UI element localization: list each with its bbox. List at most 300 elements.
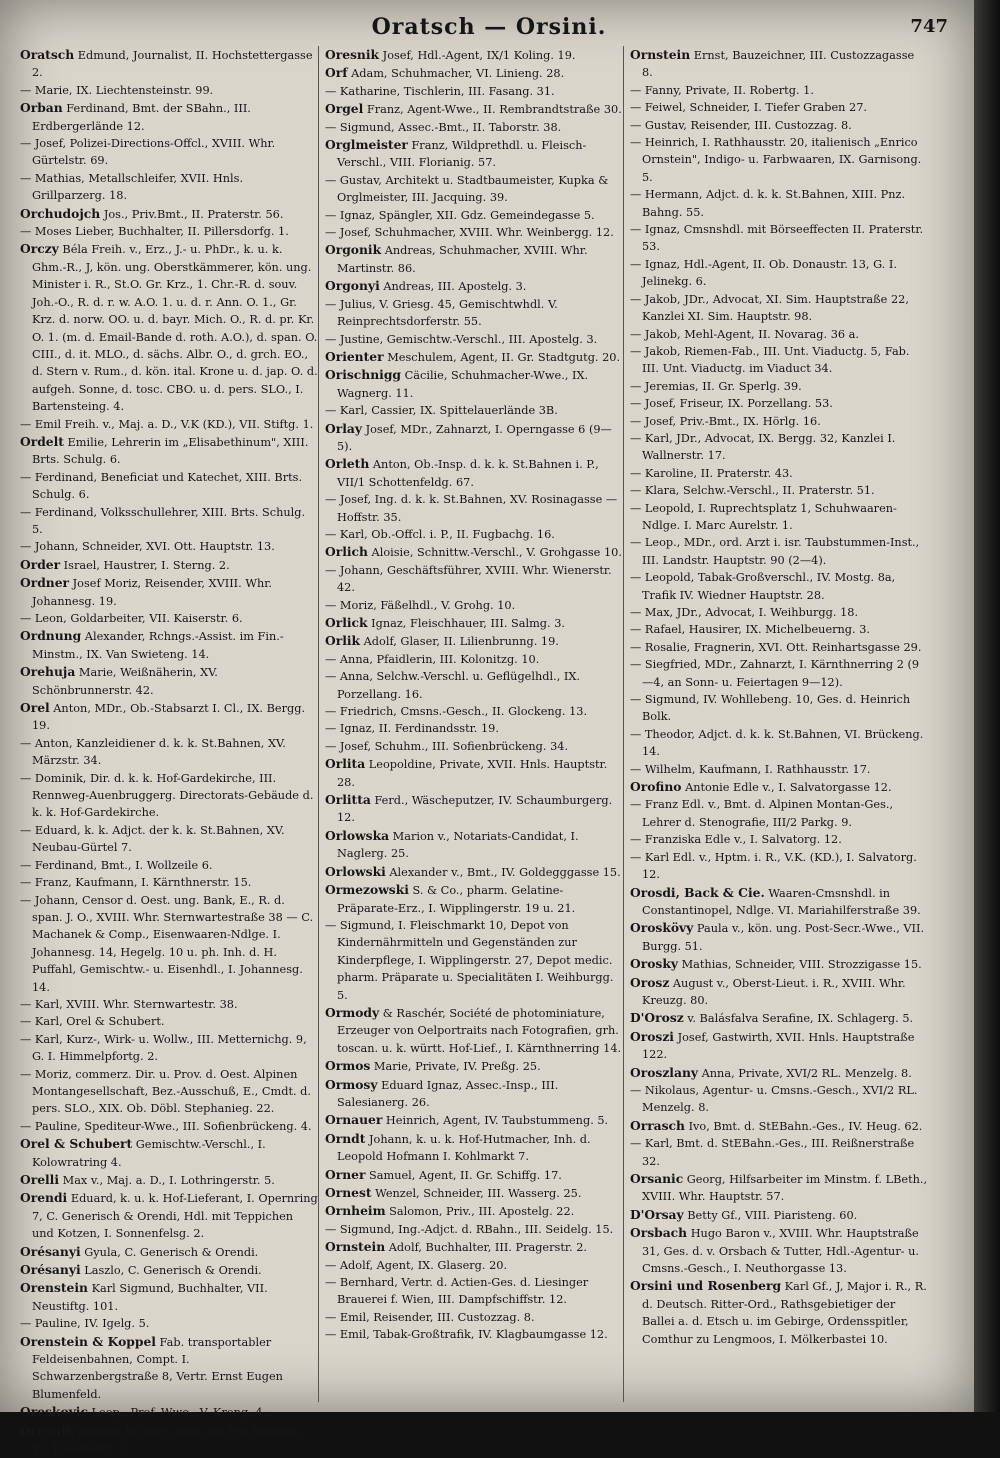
directory-entry bbox=[630, 884, 928, 920]
directory-entry bbox=[20, 416, 318, 433]
directory-entry bbox=[20, 1403, 318, 1421]
directory-entry bbox=[630, 1064, 928, 1082]
entry-details: — Feiwel, Schneider, I. Tiefer Graben 27. bbox=[630, 101, 867, 115]
entry-details: Leop., Prof.-Wwe., V. Krong. 4. bbox=[87, 1406, 267, 1420]
entry-details: — Ferdinand, Bmt., I. Wollzeile 6. bbox=[20, 858, 213, 872]
entry-details: — Friedrich, Cmsns.-Gesch., II. Glockeng. 13. bbox=[325, 705, 588, 719]
entry-details: — Jakob, JDr., Advocat, XI. Sim. Hauptstraße 22, Kanzlei XI. Sim. Hauptstr. 98. bbox=[630, 292, 909, 324]
directory-entry bbox=[325, 1309, 623, 1326]
entry-details: — Josef, Ing. d. k. k. St.Bahnen, XV. Rosinagasse — Hoffstr. 35. bbox=[325, 493, 618, 524]
entry-details: — Pauline, IV. Igelg. 5. bbox=[20, 1317, 150, 1331]
directory-entry bbox=[325, 614, 623, 632]
directory-entry bbox=[20, 874, 318, 891]
entry-surname: Orgonyi bbox=[325, 278, 380, 294]
entry-surname: Oratsch bbox=[20, 47, 75, 62]
directory-entry bbox=[630, 831, 928, 848]
entry-details: — Emil, Reisender, III. Custozzag. 8. bbox=[325, 1310, 535, 1324]
entry-details: Emilie, Lehrerin im „Elisabethinum", XIII. Brts. Schulg. 6. bbox=[32, 435, 309, 467]
entry-details: Karl Sigmund, Buchhalter, VII. Neustiftg. 101. bbox=[32, 1282, 268, 1313]
directory-entry bbox=[20, 1066, 318, 1118]
directory-entry bbox=[325, 241, 623, 277]
directory-entry bbox=[325, 296, 623, 331]
entry-details: Anton, Ob.-Insp. d. k. k. St.Bahnen i. P., VII/1 Schottenfeldg. 67. bbox=[337, 458, 599, 489]
directory-entry bbox=[630, 656, 928, 691]
entry-details: Johann, k. u. k. Hof-Hutmacher, Inh. d. Leopold Hofmann I. Kohlmarkt 7. bbox=[337, 1132, 591, 1164]
entry-surname: Orsbach bbox=[630, 1225, 688, 1241]
entry-surname: Orlowska bbox=[325, 827, 390, 843]
entry-details: — Siegfried, MDr., Zahnarzt, I. Kärnthnerring 2 (9—4, an Sonn- u. Feiertagen 9—12). bbox=[630, 658, 920, 689]
directory-entry bbox=[325, 1221, 623, 1238]
directory-entry bbox=[20, 1315, 318, 1332]
entry-surname: Orleth bbox=[325, 456, 370, 472]
entry-details: — Johann, Geschäftsführer, XVIII. Whr. Wienerstr. 42. bbox=[325, 563, 612, 595]
entry-surname: Orgel bbox=[325, 101, 364, 117]
directory-entry bbox=[20, 240, 318, 415]
entry-details: — Emil Freih. v., Maj. a. D., V.K (KD.), VII. Stiftg. 1. bbox=[20, 417, 314, 431]
entry-details: — Adolf, Agent, IX. Glaserg. 20. bbox=[325, 1258, 508, 1272]
directory-entry bbox=[325, 1130, 623, 1166]
entry-surname: Order bbox=[20, 556, 61, 572]
entry-details: — Johann, Censor d. Oest. ung. Bank, E., R. d. span. J. O., XVIII. Whr. Sternwartestraße 38 — C. Machanek & Comp., Eisenwaaren-Ndlge. I. Johannesg. 14, Hegelg. 10 u. ph. Inh. d. H. Puffahl, Gemischtw.- u. Eisenhdl., I. Johannesg. 14. bbox=[20, 893, 314, 994]
entry-details: — Karl, Cassier, IX. Spittelauerlände 3B. bbox=[325, 404, 558, 418]
directory-entry bbox=[325, 348, 623, 366]
directory-entry bbox=[20, 504, 318, 539]
entry-surname: Orendi bbox=[20, 1190, 68, 1206]
directory-entry bbox=[20, 1261, 318, 1279]
entry-details: Adam, Schuhmacher, VI. Linieng. 28. bbox=[347, 67, 565, 81]
entry-surname: Orlik bbox=[325, 633, 361, 649]
entry-surname: Oroszi bbox=[630, 1028, 674, 1044]
directory-entry bbox=[20, 1171, 318, 1189]
directory-entry bbox=[20, 223, 318, 240]
directory-entry bbox=[630, 534, 928, 569]
entry-details: Marie, Private, IV. Preßg. 25. bbox=[370, 1060, 541, 1074]
directory-entry bbox=[20, 996, 318, 1013]
directory-entry bbox=[325, 703, 623, 720]
directory-entry bbox=[325, 562, 623, 597]
entry-details: Josef, Gastwirth, XVII. Hnls. Hauptstraße 122. bbox=[642, 1030, 915, 1062]
directory-entry bbox=[325, 119, 623, 136]
entry-details: — Ferdinand, Volksschullehrer, XIII. Brts. Schulg. 5. bbox=[20, 505, 306, 536]
entry-details: — Bernhard, Vertr. d. Actien-Ges. d. Liesinger Brauerei f. Wien, III. Dampfschiffstr. 12. bbox=[325, 1276, 589, 1307]
entry-surname: Ormezowski bbox=[325, 882, 409, 898]
directory-entry bbox=[630, 1117, 928, 1135]
directory-entry bbox=[20, 1189, 318, 1242]
entry-details: — Gustav, Reisender, III. Custozzag. 8. bbox=[630, 118, 852, 132]
directory-entry bbox=[325, 1184, 623, 1202]
directory-entry bbox=[325, 331, 623, 348]
entry-surname: Ormody bbox=[325, 1004, 380, 1020]
directory-entry bbox=[325, 526, 623, 543]
entry-details: Adolf, Buchhalter, III. Pragerstr. 2. bbox=[385, 1241, 587, 1255]
entry-surname: Orlich bbox=[325, 544, 368, 560]
entry-details: Franz, Agent-Wwe., II. Rembrandtstraße 30. bbox=[363, 103, 622, 117]
directory-entry bbox=[20, 538, 318, 555]
entry-details: Adolf, Glaser, II. Lilienbrunng. 19. bbox=[360, 635, 559, 649]
directory-entry bbox=[20, 1279, 318, 1315]
entry-surname: Orgonik bbox=[325, 242, 382, 258]
page-edge-shadow bbox=[974, 0, 1000, 1412]
directory-entry bbox=[20, 1118, 318, 1135]
directory-entry bbox=[630, 796, 928, 831]
entry-details: Cäcilie, Schuhmacher-Wwe., IX. Wagnerg. 11. bbox=[337, 369, 589, 400]
entry-details: August v., Oberst-Lieut. i. R., XVIII. Whr. Kreuzg. 80. bbox=[642, 976, 906, 1007]
entry-details: — Franz, Kaufmann, I. Kärnthnerstr. 15. bbox=[20, 876, 252, 890]
directory-entry bbox=[325, 46, 623, 64]
directory-entry bbox=[630, 639, 928, 656]
directory-entry bbox=[20, 1135, 318, 1171]
directory-entry bbox=[630, 395, 928, 412]
directory-entry bbox=[630, 919, 928, 955]
entry-surname: Orrasch bbox=[630, 1117, 685, 1133]
entry-surname: Orsini und Rosenberg bbox=[630, 1278, 782, 1294]
entry-details: Mathias, Schneider, VIII. Strozzigasse 15. bbox=[677, 958, 922, 972]
entry-details: S. & Co., pharm. Gelatine-Präparate-Erz., I. Wipplingerstr. 19 u. 21. bbox=[337, 884, 576, 915]
directory-entry bbox=[630, 99, 928, 116]
entry-details: Ferdinand, Bmt. der SBahn., III. Erdbergerlände 12. bbox=[32, 102, 251, 133]
directory-entry bbox=[20, 46, 318, 82]
entry-details: v. Balásfalva Serafine, IX. Schlagerg. 5. bbox=[683, 1012, 914, 1026]
entry-details: — Ignaz, Spängler, XII. Gdz. Gemeindegasse 5. bbox=[325, 208, 595, 222]
entry-details: & Raschér, Société de photominiature, Erzeuger von Oelportraits nach Fotografien, grh. toscan. u. k. württ. Hof-Lief., I. Kärnthnerring 14. bbox=[337, 1006, 622, 1055]
entry-details: — Karl Edl. v., Hptm. i. R., V.K. (KD.), I. Salvatorg. 12. bbox=[630, 850, 917, 882]
entry-details: Gyula, C. Generisch & Orendi. bbox=[80, 1245, 259, 1259]
entry-surname: Orglmeister bbox=[325, 137, 408, 153]
directory-entry bbox=[630, 291, 928, 326]
entry-details: — Karl, XVIII. Whr. Sternwartestr. 38. bbox=[20, 997, 238, 1011]
entry-details: — Josef, Priv.-Bmt., IX. Hörlg. 16. bbox=[630, 414, 821, 428]
entry-details: Georg, Hilfsarbeiter im Minstm. f. LBeth., XVIII. Whr. Hauptstr. 57. bbox=[642, 1173, 928, 1204]
entry-surname: Ordnung bbox=[20, 628, 82, 644]
entry-surname: Ornauer bbox=[325, 1112, 383, 1128]
entry-surname: Orosz bbox=[630, 974, 670, 990]
directory-entry bbox=[20, 433, 318, 469]
directory-entry bbox=[20, 469, 318, 504]
directory-entry bbox=[630, 1277, 928, 1348]
entry-details: — Moriz, commerz. Dir. u. Prov. d. Oest. Alpinen Montangesellschaft, Bez.-Ausschuß, E., Cmdt. d. pers. SLO., XIX. Ob. Döbl. Stephanieg. 22. bbox=[20, 1067, 311, 1116]
entry-details: — Leopold, I. Ruprechtsplatz 1, Schuhwaaren-Ndlge. I. Marc Aurelstr. 1. bbox=[630, 501, 897, 532]
directory-entry bbox=[630, 413, 928, 430]
directory-entry bbox=[325, 1111, 623, 1129]
directory-entry bbox=[325, 366, 623, 402]
entry-surname: Orchudojch bbox=[20, 205, 101, 221]
entry-details: — Karoline, II. Praterstr. 43. bbox=[630, 466, 793, 480]
directory-entry bbox=[630, 256, 928, 291]
entry-details: — Johann, Schneider, XVI. Ott. Hauptstr. 13. bbox=[20, 540, 275, 554]
entry-details: Waaren-Cmsnshdl. in Constantinopel, Ndlge. VI. Mariahilferstraße 39. bbox=[642, 886, 921, 917]
entry-details: Fab. transportabler Feldeisenbahnen, Compt. I. Schwarzenbergstraße 8, Vertr. Ernst Eugen Blumenfeld. bbox=[32, 1335, 283, 1401]
entry-details: — Sigmund, Assec.-Bmt., II. Taborstr. 38. bbox=[325, 120, 562, 134]
directory-entry bbox=[325, 543, 623, 561]
entry-details: — Marie, IX. Liechtensteinstr. 99. bbox=[20, 83, 214, 97]
entry-surname: Oresnik bbox=[20, 1422, 75, 1438]
directory-entry bbox=[20, 822, 318, 857]
directory-entry bbox=[325, 1004, 623, 1057]
entry-details: Alexander v., Bmt., IV. Goldegggasse 15. bbox=[385, 865, 621, 879]
directory-entry bbox=[20, 1031, 318, 1066]
directory-entry bbox=[325, 917, 623, 1004]
directory-entry bbox=[20, 574, 318, 610]
directory-entry bbox=[325, 1257, 623, 1274]
directory-entry bbox=[325, 1326, 623, 1343]
entry-details: — Theodor, Adjct. d. k. k. St.Bahnen, VI. Brückeng. 14. bbox=[630, 727, 924, 759]
entry-surname: Orner bbox=[325, 1166, 366, 1182]
entry-surname: Orlitta bbox=[325, 792, 371, 808]
entry-details: — Josef, Schuhm., III. Sofienbrückeng. 34. bbox=[325, 739, 569, 753]
entry-details: — Rosalie, Fragnerin, XVI. Ott. Reinhartsgasse 29. bbox=[630, 640, 922, 654]
directory-entry bbox=[20, 770, 318, 822]
entry-surname: Orofino bbox=[630, 779, 682, 795]
entry-details: Ivo, Bmt. d. StEBahn.-Ges., IV. Heug. 62. bbox=[685, 1119, 923, 1133]
entry-details: Eduard, k. u. k. Hof-Lieferant, I. Opernring 7, C. Generisch & Orendi, Hdl. mit Teppichen und Kotzen, I. Sonnenfelsg. 2. bbox=[32, 1192, 318, 1241]
directory-entry bbox=[325, 420, 623, 456]
entry-surname: Orischnigg bbox=[325, 367, 402, 383]
directory-entry bbox=[20, 170, 318, 205]
directory-entry bbox=[325, 668, 623, 703]
entry-details: — Fanny, Private, II. Robertg. 1. bbox=[630, 83, 814, 97]
entry-details: Johann, Rchngs.-Offcl. im Fin.-Minstm., VI. Theobaldg. 7. bbox=[32, 1424, 304, 1456]
entry-surname: Oreskovic bbox=[20, 1404, 88, 1420]
entry-details: — Ignaz, II. Ferdinandsstr. 19. bbox=[325, 722, 499, 736]
column-2 bbox=[325, 46, 623, 1402]
directory-entry bbox=[325, 100, 623, 118]
entry-details: Aloisie, Schnittw.-Verschl., V. Grohgasse 10. bbox=[367, 546, 622, 560]
directory-entry bbox=[20, 892, 318, 996]
entry-details: Hugo Baron v., XVIII. Whr. Hauptstraße 31, Ges. d. v. Orsbach & Tutter, Hdl.-Agentur- u. Cmsns.-Gesch., I. Neuthorgasse 13. bbox=[642, 1227, 920, 1276]
entry-surname: Ormos bbox=[325, 1058, 371, 1074]
page-number: 747 bbox=[910, 16, 948, 37]
entry-details: — Franziska Edle v., I. Salvatorg. 12. bbox=[630, 833, 842, 847]
directory-entry bbox=[630, 482, 928, 499]
directory-entry bbox=[630, 343, 928, 378]
entry-details: Edmund, Journalist, II. Hochstettergasse 2. bbox=[32, 49, 313, 80]
entry-details: Max v., Maj. a. D., I. Lothringerstr. 5. bbox=[59, 1174, 275, 1187]
entry-details: — Leop., MDr., ord. Arzt i. isr. Taubstummen-Inst., III. Landstr. Hauptstr. 90 (2—4). bbox=[630, 536, 920, 567]
entry-details: — Jakob, Mehl-Agent, II. Novarag. 36 a. bbox=[630, 327, 859, 341]
directory-entry bbox=[325, 755, 623, 791]
directory-entry bbox=[325, 455, 623, 491]
directory-entry bbox=[325, 207, 623, 224]
directory-entry bbox=[630, 186, 928, 221]
directory-entry bbox=[20, 99, 318, 135]
directory-entry bbox=[325, 64, 623, 82]
directory-entry bbox=[325, 224, 623, 241]
directory-entry bbox=[20, 857, 318, 874]
directory-entry bbox=[325, 402, 623, 419]
entry-surname: Orésanyi bbox=[20, 1262, 81, 1278]
directory-entry bbox=[630, 430, 928, 465]
entry-details: Heinrich, Agent, IV. Taubstummeng. 5. bbox=[382, 1114, 609, 1128]
directory-entry bbox=[630, 621, 928, 638]
entry-details: Andreas, III. Apostelg. 3. bbox=[379, 280, 527, 294]
directory-entry bbox=[630, 1135, 928, 1170]
directory-entry bbox=[20, 627, 318, 663]
entry-details: — Max, JDr., Advocat, I. Weihburgg. 18. bbox=[630, 606, 859, 619]
directory-entry bbox=[20, 135, 318, 170]
directory-entry bbox=[630, 378, 928, 395]
entry-details: — Hermann, Adjct. d. k. k. St.Bahnen, XIII. Pnz. Bahng. 55. bbox=[630, 188, 906, 219]
column-divider bbox=[623, 46, 624, 1402]
directory-entry bbox=[325, 277, 623, 295]
entry-surname: Orf bbox=[325, 65, 348, 81]
directory-entry bbox=[630, 1028, 928, 1064]
directory-entry bbox=[630, 849, 928, 884]
directory-entry bbox=[630, 761, 928, 778]
directory-entry bbox=[325, 863, 623, 881]
entry-surname: Orlay bbox=[325, 420, 362, 436]
entry-surname: Orczy bbox=[20, 241, 59, 257]
entry-details: Leopoldine, Private, XVII. Hnls. Hauptstr. 28. bbox=[337, 758, 608, 789]
entry-details: Anna, Private, XVI/2 RL. Menzelg. 8. bbox=[698, 1066, 912, 1080]
entry-details: — Jakob, Riemen-Fab., III. Unt. Viaductg. 5, Fab. III. Unt. Viaductg. im Viaduct 34. bbox=[630, 344, 910, 376]
directory-entry bbox=[630, 604, 928, 621]
directory-entry bbox=[20, 556, 318, 574]
entry-details: Andreas, Schuhmacher, XVIII. Whr. Martinstr. 86. bbox=[337, 244, 588, 275]
entry-details: — Sigmund, IV. Wohllebeng. 10, Ges. d. Heinrich Bolk. bbox=[630, 693, 911, 724]
entry-details: — Leopold, Tabak-Großverschl., IV. Mostg. 8a, Trafik IV. Wiedner Hauptstr. 28. bbox=[630, 571, 896, 602]
directory-entry bbox=[630, 778, 928, 796]
directory-entry bbox=[325, 1057, 623, 1075]
directory-entry bbox=[630, 974, 928, 1010]
directory-entry bbox=[325, 172, 623, 207]
entry-details: Wenzel, Schneider, III. Wasserg. 25. bbox=[371, 1187, 582, 1200]
entry-surname: Ornstein bbox=[325, 1239, 386, 1255]
directory-entry bbox=[630, 46, 928, 82]
entry-details: — Karl, Bmt. d. StEBahn.-Ges., III. Reißnerstraße 32. bbox=[630, 1137, 915, 1168]
entry-surname: Orosdi, Back & Cie. bbox=[630, 884, 765, 900]
entry-details: Jos., Priv.Bmt., II. Praterstr. 56. bbox=[100, 207, 284, 221]
entry-details: — Karl, JDr., Advocat, IX. Bergg. 32, Kanzlei I. Wallnerstr. 17. bbox=[630, 431, 896, 463]
entry-details: Meschulem, Agent, II. Gr. Stadtgutg. 20. bbox=[383, 350, 621, 364]
directory-entry bbox=[325, 791, 623, 827]
directory-entry bbox=[20, 699, 318, 735]
entry-surname: Orsanic bbox=[630, 1171, 684, 1186]
entry-surname: Ornest bbox=[325, 1185, 372, 1200]
entry-surname: Orban bbox=[20, 100, 63, 116]
entry-surname: Orel & Schubert bbox=[20, 1136, 133, 1152]
entry-details: Josef Moriz, Reisender, XVIII. Whr. Johannesg. 19. bbox=[32, 577, 272, 608]
entry-details: — Dominik, Dir. d. k. k. Hof-Gardekirche, III. Rennweg-Auenbruggerg. Directorats-Gebäude d. k. k. Hof-Gardekirche. bbox=[20, 771, 314, 820]
directory-entry bbox=[630, 1224, 928, 1277]
entry-details: — Ferdinand, Beneficiat und Katechet, XIII. Brts. Schulg. 6. bbox=[20, 470, 303, 502]
directory-entry bbox=[630, 134, 928, 186]
entry-details: Betty Gf., VIII. Piaristeng. 60. bbox=[683, 1208, 858, 1222]
entry-details: — Sigmund, I. Fleischmarkt 10, Depot von Kindernährmitteln und Gegenständen zur Kinderpflege, I. Wipplingerstr. 27, Depot medic. pharm. Präparate u. Specialitäten I. Weihburgg. 5. bbox=[325, 918, 614, 1002]
directory-entry bbox=[20, 610, 318, 627]
directory-entry bbox=[325, 136, 623, 172]
entry-surname: Orelli bbox=[20, 1172, 60, 1187]
entry-details: — Emil, Tabak-Großtrafik, IV. Klagbaumgasse 12. bbox=[325, 1328, 608, 1342]
entry-details: — Julius, V. Griesg. 45, Gemischtwhdl. V. Reinprechtsdorferstr. 55. bbox=[325, 297, 558, 329]
entry-surname: Orlita bbox=[325, 756, 366, 772]
entry-details: Salomon, Priv., III. Apostelg. 22. bbox=[385, 1205, 575, 1219]
directory-entry bbox=[325, 1166, 623, 1184]
entry-details: Karl Gf., J, Major i. R., R. d. Deutsch. Ritter-Ord., Rathsgebietiger der Ballei a. d. Etsch u. im Gebirge, Ordensspitler, Comthur zu Lengmoos, I. Mölkerbastei 10. bbox=[642, 1280, 927, 1346]
directory-entry bbox=[630, 1009, 928, 1027]
directory-entry bbox=[20, 663, 318, 699]
entry-surname: Orenstein bbox=[20, 1280, 88, 1296]
entry-details: — Anton, Kanzleidiener d. k. k. St.Bahnen, XV. Märzstr. 34. bbox=[20, 736, 286, 768]
entry-details: Eduard Ignaz, Assec.-Insp., III. Salesianerg. 26. bbox=[337, 1078, 559, 1109]
directory-entry bbox=[325, 1238, 623, 1256]
entry-details: Josef, Hdl.-Agent, IX/1 Koling. 19. bbox=[379, 49, 576, 62]
entry-details: — Jeremias, II. Gr. Sperlg. 39. bbox=[630, 379, 802, 393]
entry-surname: D'Orsay bbox=[630, 1206, 684, 1222]
directory-entry bbox=[630, 117, 928, 134]
directory-entry bbox=[630, 1170, 928, 1206]
entry-details: Anton, MDr., Ob.-Stabsarzt I. Cl., IX. Bergg. 19. bbox=[32, 702, 306, 733]
page-header bbox=[20, 10, 958, 44]
entry-details: — Sigmund, Ing.-Adjct. d. RBahn., III. Seidelg. 15. bbox=[325, 1222, 614, 1236]
directory-entry bbox=[325, 597, 623, 614]
page-title: Oratsch — Orsini. bbox=[371, 14, 607, 40]
directory-entry bbox=[20, 1243, 318, 1261]
entry-details: Marion v., Notariats-Candidat, I. Naglerg. 25. bbox=[337, 829, 579, 861]
entry-details: — Ignaz, Cmsnshdl. mit Börseeffecten II. Praterstr. 53. bbox=[630, 223, 924, 254]
entry-details: Laszlo, C. Generisch & Orendi. bbox=[80, 1264, 262, 1278]
entry-details: Marie, Weißnäherin, XV. Schönbrunnerstr. 42. bbox=[32, 666, 218, 697]
directory-entry bbox=[20, 205, 318, 223]
directory-entry bbox=[325, 651, 623, 668]
entry-details: — Karl, Kurz-, Wirk- u. Wollw., III. Metternichg. 9, G. I. Himmelpfortg. 2. bbox=[20, 1032, 307, 1064]
directory-entry bbox=[325, 720, 623, 737]
entry-surname: Ordner bbox=[20, 575, 70, 591]
entry-details: — Franz Edl. v., Bmt. d. Alpinen Montan-Ges., Lehrer d. Stenografie, III/2 Parkg. 9. bbox=[630, 798, 894, 829]
entry-surname: Ornstein bbox=[630, 47, 691, 62]
entry-surname: Orosky bbox=[630, 956, 678, 972]
entry-details: Ferd., Wäscheputzer, IV. Schaumburgerg. 12. bbox=[337, 794, 613, 825]
entry-surname: Orehuja bbox=[20, 664, 76, 680]
entry-details: — Justine, Gemischtw.-Verschl., III. Apostelg. 3. bbox=[325, 332, 598, 346]
entry-details: Israel, Haustrer, I. Sterng. 2. bbox=[60, 558, 230, 572]
entry-surname: Orndt bbox=[325, 1130, 366, 1146]
entry-details: Paula v., kön. ung. Post-Secr.-Wwe., VII. Burgg. 51. bbox=[642, 922, 925, 953]
entry-details: Samuel, Agent, II. Gr. Schiffg. 17. bbox=[365, 1168, 562, 1182]
directory-entry bbox=[630, 691, 928, 726]
column-3 bbox=[630, 46, 928, 1402]
column-divider bbox=[318, 46, 319, 1402]
entry-details: — Ignaz, Hdl.-Agent, II. Ob. Donaustr. 13, G. I. Jelinekg. 6. bbox=[630, 257, 897, 289]
entry-surname: Orésanyi bbox=[20, 1243, 81, 1259]
directory-entry bbox=[20, 1013, 318, 1030]
entry-details: Ignaz, Fleischhauer, III. Salmg. 3. bbox=[367, 617, 565, 630]
entry-details: Franz, Wildprethdl. u. Fleisch-Verschl., VIII. Florianig. 57. bbox=[337, 139, 587, 170]
entry-details: — Leon, Goldarbeiter, VII. Kaiserstr. 6. bbox=[20, 612, 243, 625]
directory-entry bbox=[630, 500, 928, 535]
directory-entry bbox=[325, 491, 623, 526]
entry-details: — Josef, Friseur, IX. Porzellang. 53. bbox=[630, 397, 833, 411]
entry-details: — Anna, Selchw.-Verschl. u. Geflügelhdl., IX. Porzellang. 16. bbox=[325, 670, 580, 701]
entry-details: Béla Freih. v., Erz., J.- u. PhDr., k. u. k. Ghm.-R., J, kön. ung. Oberstkämmerer, kön. ung. Minister i. R., St.O. Gr. Krz., 1. Chr.-R. d. souv. Joh.-O., R. d. r. w. A.O. 1. u. d. r. Ann. O. 1., Gr. Krz. d. norw. OO. u. d. bayr. Mich. O., R. d. pr. Kr. O. 1. (m. d. Email-Bande d. roth. A.O.), d. span. O. CIII., d. it. MLO., d. sächs. Albr. O., d. grch. EO., d. Stern v. Rum., d. kön. ital. Krone u. d. jap. O. d. aufgeh. Sonne, d. tosc. CBO. u. d. pers. SLO., I. Bartensteing. 4. bbox=[32, 243, 318, 414]
directory-entry bbox=[325, 83, 623, 100]
entry-surname: Orienter bbox=[325, 348, 384, 364]
entry-details: — Wilhelm, Kaufmann, I. Rathhausstr. 17. bbox=[630, 762, 871, 776]
entry-details: — Josef, Polizei-Directions-Offcl., XVIII. Whr. Gürtelstr. 69. bbox=[20, 137, 276, 168]
entry-details: Alexander, Rchngs.-Assist. im Fin.-Minstm., IX. Van Swieteng. 14. bbox=[32, 630, 284, 661]
directory-entry bbox=[20, 735, 318, 770]
directory-entry bbox=[630, 221, 928, 256]
directory-entry bbox=[630, 1206, 928, 1224]
directory-entry bbox=[630, 82, 928, 99]
directory-entry bbox=[20, 1333, 318, 1404]
directory-entry bbox=[325, 827, 623, 863]
directory-entry bbox=[630, 955, 928, 973]
directory-entry bbox=[325, 881, 623, 917]
directory-entry bbox=[630, 726, 928, 761]
directory-entry bbox=[630, 569, 928, 604]
entry-surname: Orel bbox=[20, 700, 50, 716]
entry-details: — Mathias, Metallschleifer, XVII. Hnls. Grillparzerg. 18. bbox=[20, 171, 244, 203]
